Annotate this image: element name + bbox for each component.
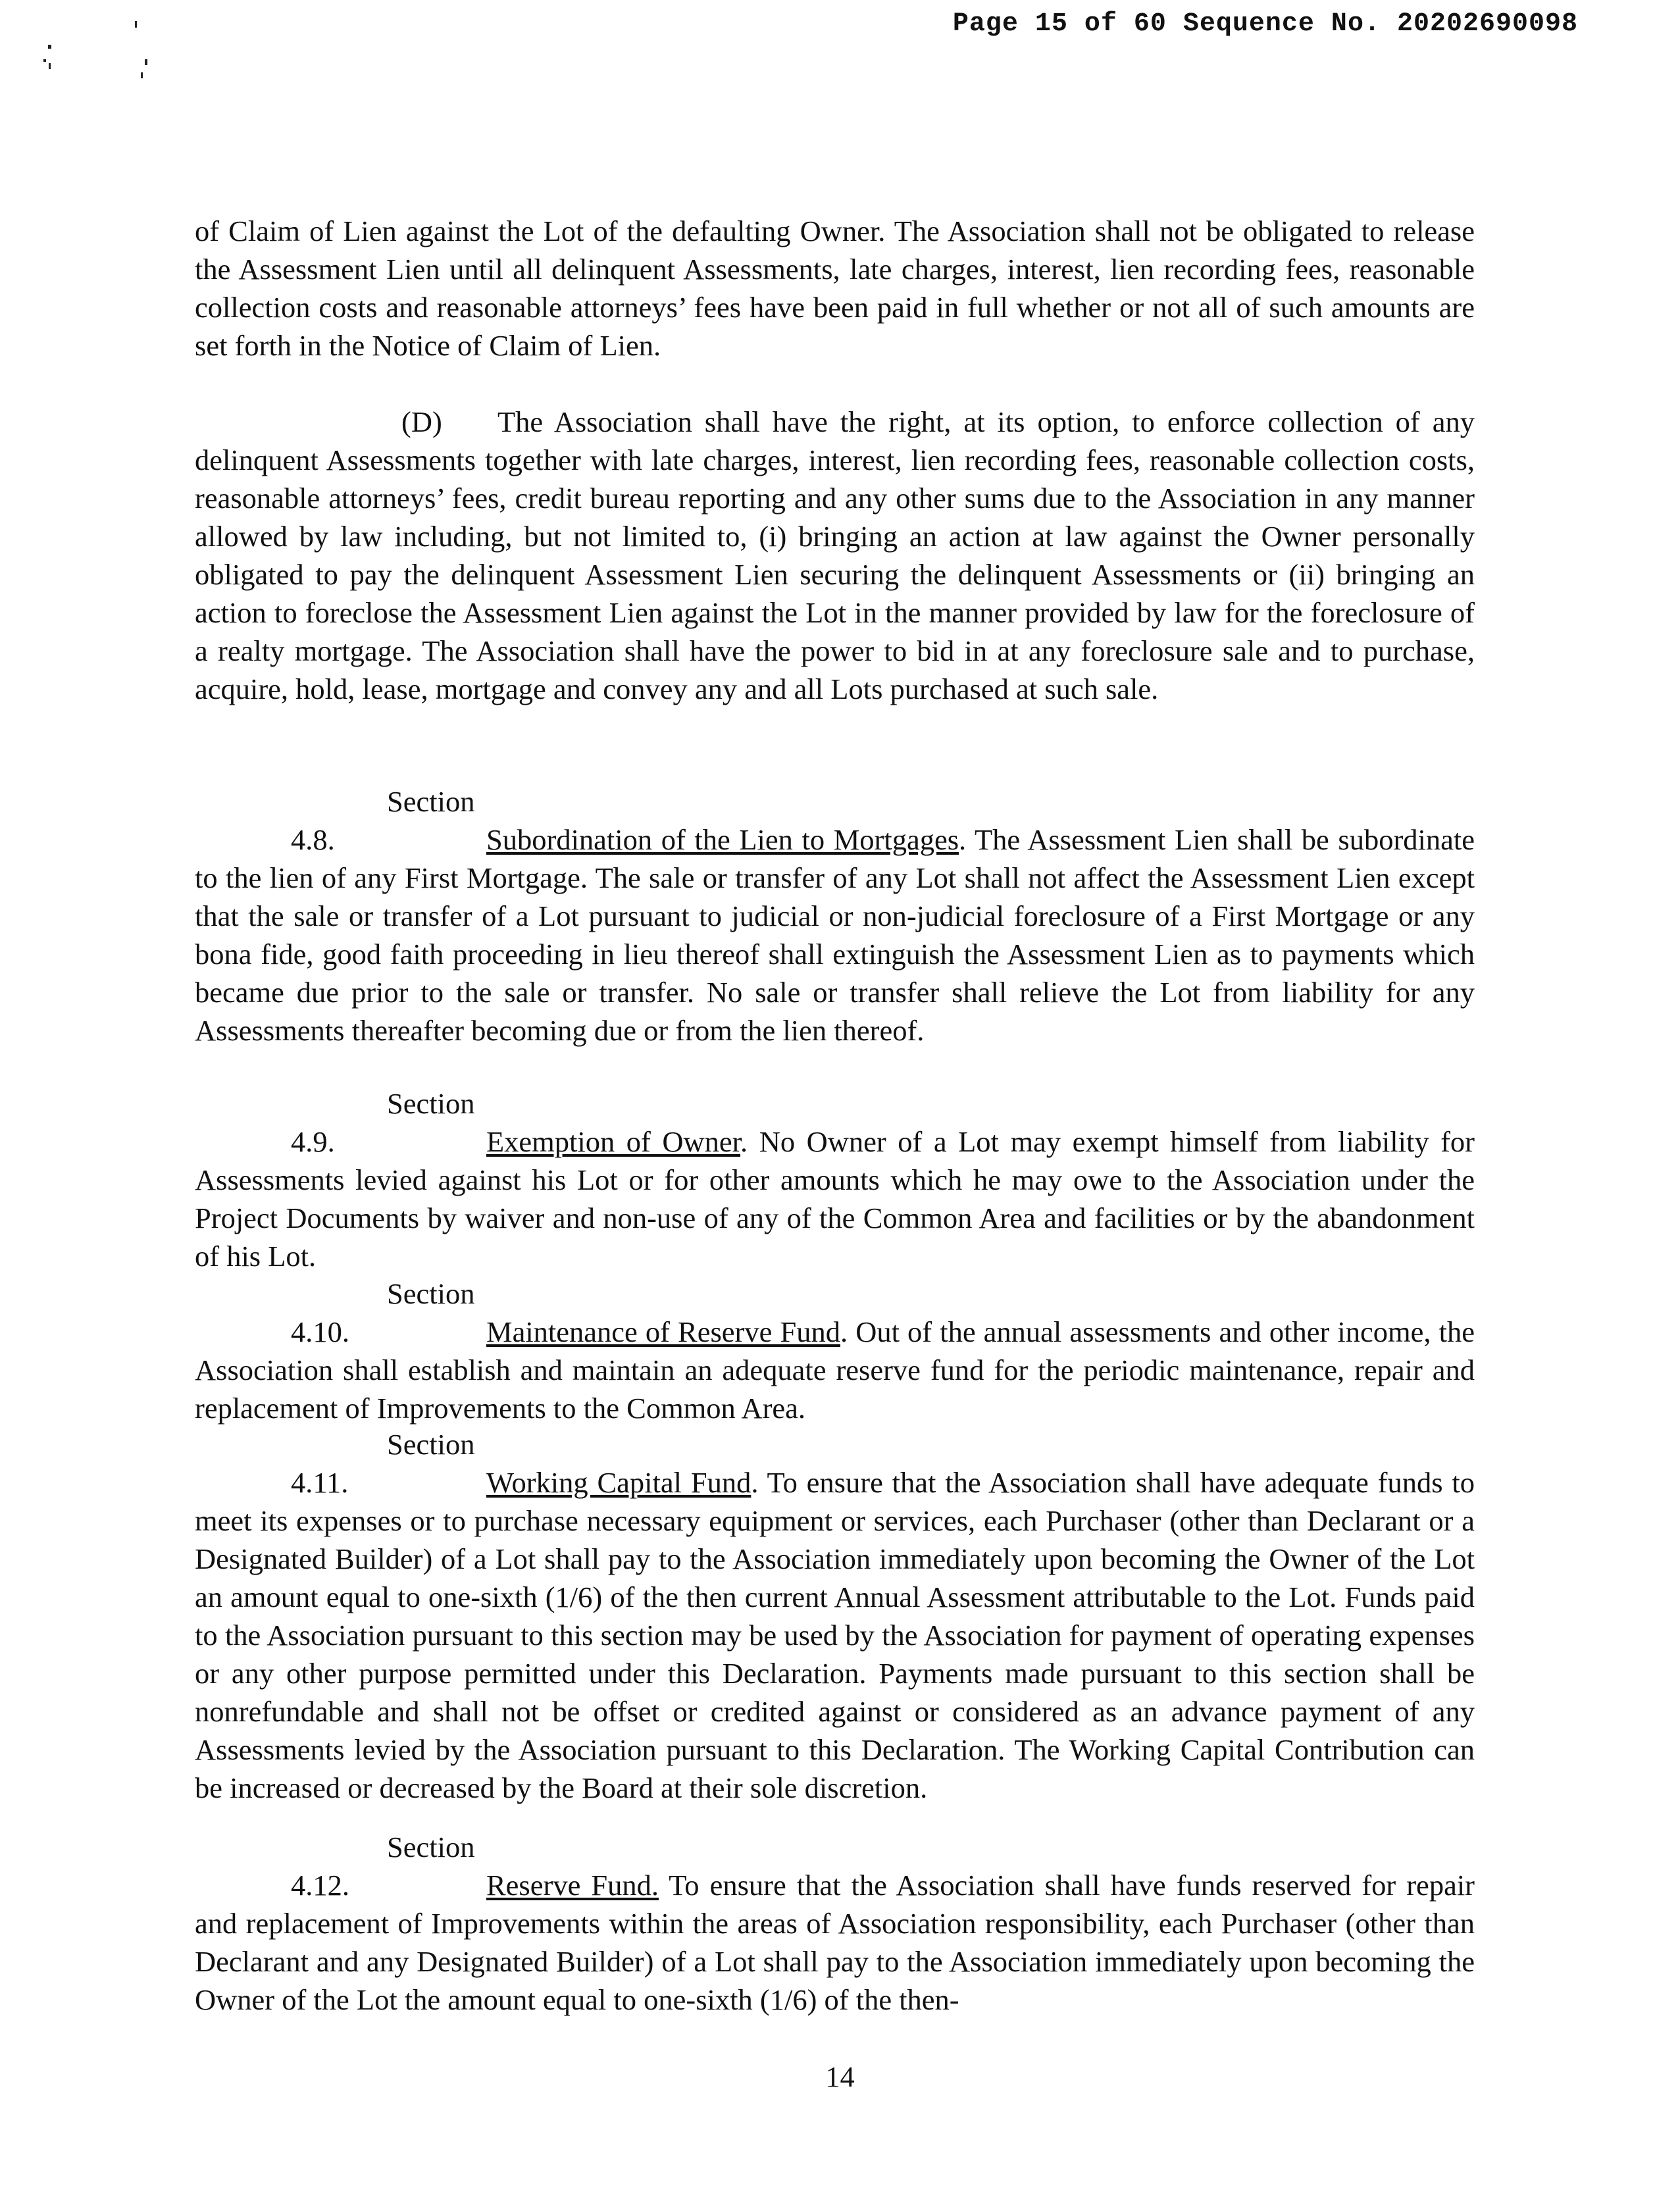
subparagraph-label: (D) [401,405,442,438]
paragraph-continuation [195,212,1475,365]
section-label: Section 4.8. [291,785,475,856]
section-4-11 [195,1425,1475,1807]
page-header: Page 15 of 60 Sequence No. 20202690098 [952,9,1578,39]
section-text: . Out of the annual assessments and other income, the Association shall establish and maintain an adequate reserve fund for the periodic maintenance, repair and replacement of Improvements to the Common Area. [195,1315,1475,1425]
section-label: Section 4.12. [291,1831,475,1902]
section-label: Section 4.10. [291,1277,475,1348]
section-text: . To ensure that the Association shall have adequate funds to meet its expenses or to purchase necessary equipment or services, each Purchaser (other than Declarant or a Designated Builder) of a Lot shall pay to the Association immediately upon becoming the Owner of the Lot an amount equal to one-sixth (1/6) of the then current Annual Assessment attributable to the Lot. Funds paid to the Association pursuant to this section may be used by the Association for payment of operating expenses or any other purpose permitted under this Declaration. Payments made pursuant to this section shall be nonrefundable and shall not be offset or credited against or considered as an advance payment of any Assessments levied by the Association pursuant to this Declaration. The Working Capital Contribution can be increased or decreased by the Board at their sole discretion. [195,1466,1475,1804]
section-label: Section 4.9. [291,1087,475,1158]
section-text: To ensure that the Association shall have funds reserved for repair and replacement of Improvements within the areas of Association responsibility, each Purchaser (other than Declarant and any Designated Builder) of a Lot shall pay to the Association immediately upon becoming the Owner of the Lot the amount equal to one-sixth (1/6) of the then- [195,1869,1475,2016]
section-4-12 [195,1828,1475,2019]
page-number: 14 [825,2060,855,2093]
paragraph-text: The Association shall have the right, at its option, to enforce collection of any delinquent Assessments together with late charges, interest, lien recording fees, reasonable collection costs, reasonable attorneys’ fees, credit bureau reporting and any other sums due to the Association in any manner allowed by law including, but not limited to, (i) bringing an action at law against the Owner personally obligated to pay the delinquent Assessment Lien securing the delinquent Assessments or (ii) bringing an action to foreclose the Assessment Lien against the Lot in the manner provided by law for the foreclosure of a realty mortgage. The Association shall have the power to bid in at any foreclosure sale and to purchase, acquire, hold, lease, mortgage and convey any and all Lots purchased at such sale. [195,405,1475,705]
section-title: Subordination of the Lien to Mortgages [486,823,959,856]
paragraph-d [195,403,1475,708]
section-title: Exemption of Owner [486,1125,741,1158]
section-title: Maintenance of Reserve Fund [486,1315,840,1348]
section-text: . No Owner of a Lot may exempt himself from liability for Assessments levied against his Lot or for other amounts which he may owe to the Association under the Project Documents by waiver and non-use of any of the Common Area and facilities or by the abandonment of his Lot. [195,1125,1475,1273]
section-4-8 [195,782,1475,1050]
scan-specks [0,0,171,92]
section-text: . The Assessment Lien shall be subordinate to the lien of any First Mortgage. The sale or transfer of any Lot shall not affect the Assessment Lien except that the sale or transfer of a Lot pursuant to judicial or non-judicial foreclosure of a First Mortgage or any bona fide, good faith proceeding in lieu thereof shall extinguish the Assessment Lien as to payments which became due prior to the sale or transfer. No sale or transfer shall relieve the Lot from liability for any Assessments thereafter becoming due or from the lien thereof. [195,823,1475,1047]
section-4-10 [195,1275,1475,1427]
section-label: Section 4.11. [291,1428,475,1499]
section-title: Reserve Fund. [486,1869,659,1902]
section-4-9 [195,1084,1475,1275]
section-title: Working Capital Fund [486,1466,751,1499]
paragraph-text: of Claim of Lien against the Lot of the defaulting Owner. The Association shall not be obligated to release the Assessment Lien until all delinquent Assessments, late charges, interest, lien recording fees, reasonable collection costs and reasonable attorneys’ fees have been paid in full whether or not all of such amounts are set forth in the Notice of Claim of Lien. [195,215,1475,362]
